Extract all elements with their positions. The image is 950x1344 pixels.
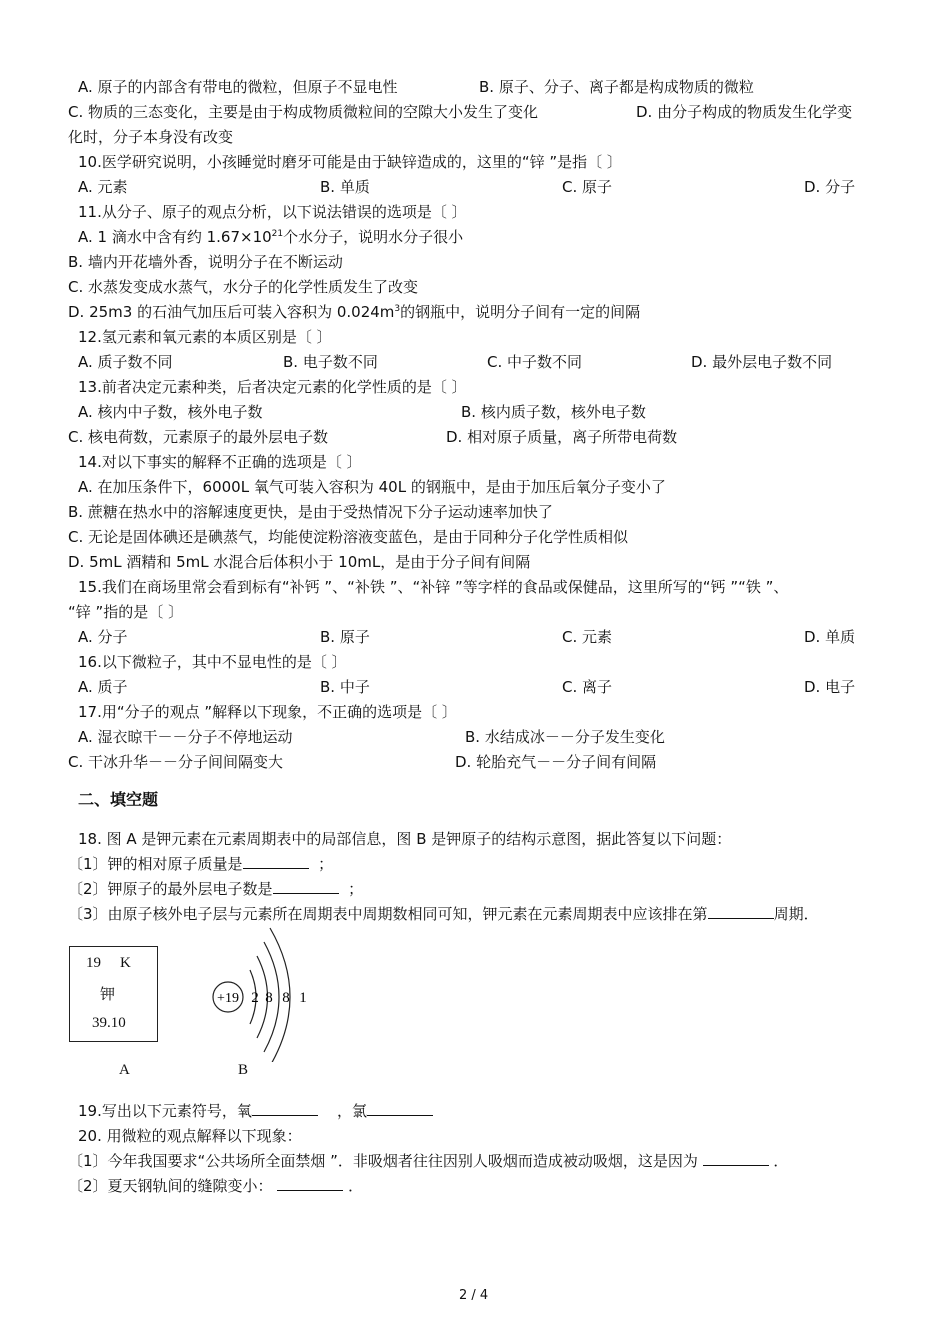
q17-stem: 17.用“分子的观点 ”解释以下现象，不正确的选项是〔 〕: [78, 703, 457, 721]
figure-b-label: B: [238, 1062, 249, 1078]
q15-option-c: C. 元素: [562, 628, 613, 646]
q15-option-d: D. 单质: [804, 628, 856, 646]
q18-part2: 〔2〕钾原子的最外层电子数是 ；: [68, 880, 364, 898]
q19-line: 19.写出以下元素符号，氧 ，氯: [78, 1101, 433, 1121]
q12-option-c: C. 中子数不同: [487, 353, 583, 371]
q11-option-a: A. 1 滴水中含有约 $1.67\times 10^{21}$个水分子，说明水分子很小: [78, 228, 464, 246]
atom-structure-diagram: [200, 922, 320, 1062]
q14-option-a: A. 在加压条件下，6000L 氧气可装入容积为 40L 的钢瓶中，是由于加压后氧分子变小了: [78, 478, 666, 496]
nucleus-charge: +19: [217, 991, 239, 1006]
atomic-number: 19: [86, 955, 101, 971]
q16-stem: 16.以下微粒子，其中不显电性的是〔 〕: [78, 653, 347, 671]
figure-a-label: A: [119, 1062, 130, 1078]
q12-stem: 12.氢元素和氧元素的本质区别是〔 〕: [78, 328, 332, 346]
page-number: 2 / 4: [459, 1288, 489, 1303]
q9-option-c: C. 物质的三态变化，主要是由于构成物质微粒间的空隙大小发生了变化: [68, 103, 539, 121]
q15-option-a: A. 分子: [78, 628, 128, 646]
q14-option-c: C. 无论是固体碘还是碘蒸气，均能使淀粉溶液变蓝色，是由于同种分子化学性质相似: [68, 528, 629, 546]
q19-blank-chlorine[interactable]: [367, 1101, 433, 1116]
q10-stem: 10.医学研究说明，小孩睡觉时磨牙可能是由于缺锌造成的，这里的“锌 ”是指〔 〕: [78, 153, 622, 171]
q17-option-d: D. 轮胎充气－－分子间有间隔: [455, 753, 657, 771]
q20-part1: 〔1〕今年我国要求“公共场所全面禁烟 ”．非吸烟者往往因别人吸烟而造成被动吸烟，这是因为 ．: [68, 1152, 789, 1170]
periodic-table-cell-potassium: [69, 946, 158, 1042]
q15-stem: 15.我们在商场里常会看到标有“补钙 ”、“补铁 ”、“补锌 ”等字样的食品或保健品，这里所写的“钙 ”“铁 ”、: [78, 578, 789, 596]
shell-electrons-1: 2: [251, 990, 259, 1006]
q10-option-b: B. 单质: [320, 178, 370, 196]
q18-blank-3[interactable]: [708, 904, 774, 919]
q12-option-b: B. 电子数不同: [283, 353, 378, 371]
q13-option-a: A. 核内中子数，核外电子数: [78, 403, 263, 421]
q16-option-c: C. 离子: [562, 678, 613, 696]
q11-option-c: C. 水蒸发变成水蒸气，水分子的化学性质发生了改变: [68, 278, 419, 296]
q19-blank-oxygen[interactable]: [252, 1101, 318, 1116]
q17-option-b: B. 水结成冰－－分子发生变化: [465, 728, 665, 746]
q20-stem: 20. 用微粒的观点解释以下现象：: [78, 1127, 302, 1145]
shell-electrons-3: 8: [282, 990, 290, 1006]
q15-stem-cont: “锌 ”指的是〔 〕: [68, 603, 184, 621]
q15-option-b: B. 原子: [320, 628, 370, 646]
q10-option-a: A. 元素: [78, 178, 128, 196]
q9-option-d: D. 由分子构成的物质发生化学变: [636, 103, 853, 121]
q11-option-b: B. 墙内开花墙外香，说明分子在不断运动: [68, 253, 343, 271]
q18-blank-1[interactable]: [243, 854, 309, 869]
shell-electrons-2: 8: [265, 990, 273, 1006]
q11-stem: 11.从分子、原子的观点分析，以下说法错误的选项是〔 〕: [78, 203, 467, 221]
q17-option-c: C. 干冰升华－－分子间间隔变大: [68, 753, 284, 771]
section-heading-fill-blank: 二、填空题: [78, 790, 159, 809]
q13-option-c: C. 核电荷数，元素原子的最外层电子数: [68, 428, 329, 446]
q14-option-b: B. 蔗糖在热水中的溶解速度更快，是由于受热情况下分子运动速率加快了: [68, 503, 553, 521]
q12-option-d: D. 最外层电子数不同: [691, 353, 833, 371]
q13-option-b: B. 核内质子数，核外电子数: [461, 403, 646, 421]
q18-blank-2[interactable]: [273, 879, 339, 894]
q10-option-c: C. 原子: [562, 178, 613, 196]
q9-option-b: B. 原子、分子、离子都是构成物质的微粒: [479, 78, 754, 96]
q14-option-d: D. 5mL 酒精和 5mL 水混合后体积小于 10mL，是由于分子间有间隔: [68, 553, 531, 571]
shell-electrons-4: 1: [299, 990, 307, 1006]
q18-part1: 〔1〕钾的相对原子质量是 ；: [68, 855, 334, 873]
q13-stem: 13.前者决定元素种类，后者决定元素的化学性质的是〔 〕: [78, 378, 467, 396]
q10-option-d: D. 分子: [804, 178, 856, 196]
q11-option-d: D. 25m3 的石油气加压后可装入容积为 $0.024m^3$的钢瓶中，说明分子间有一定的间隔: [68, 303, 641, 321]
q16-option-a: A. 质子: [78, 678, 128, 696]
element-name: 钾: [100, 985, 116, 1003]
atomic-mass: 39.10: [92, 1015, 126, 1031]
q16-option-d: D. 电子: [804, 678, 856, 696]
element-symbol: K: [120, 955, 131, 971]
q17-option-a: A. 湿衣晾干－－分子不停地运动: [78, 728, 293, 746]
q14-stem: 14.对以下事实的解释不正确的选项是〔 〕: [78, 453, 362, 471]
q20-part2: 〔2〕夏天钢轨间的缝隙变小： ．: [68, 1177, 364, 1195]
q9-option-d-cont: 化时，分子本身没有改变: [68, 128, 234, 146]
q13-option-d: D. 相对原子质量，离子所带电荷数: [446, 428, 678, 446]
q20-blank-1[interactable]: [703, 1151, 769, 1166]
q18-stem: 18. 图 A 是钾元素在元素周期表中的局部信息，图 B 是钾原子的结构示意图，据此答复以下问题：: [78, 830, 732, 848]
q12-option-a: A. 质子数不同: [78, 353, 173, 371]
q20-blank-2[interactable]: [277, 1176, 343, 1191]
q16-option-b: B. 中子: [320, 678, 370, 696]
q18-part3: 〔3〕由原子核外电子层与元素所在周期表中周期数相同可知，钾元素在元素周期表中应该排在第 周期．: [68, 905, 819, 923]
q9-option-a: A. 原子的内部含有带电的微粒，但原子不显电性: [78, 78, 398, 96]
